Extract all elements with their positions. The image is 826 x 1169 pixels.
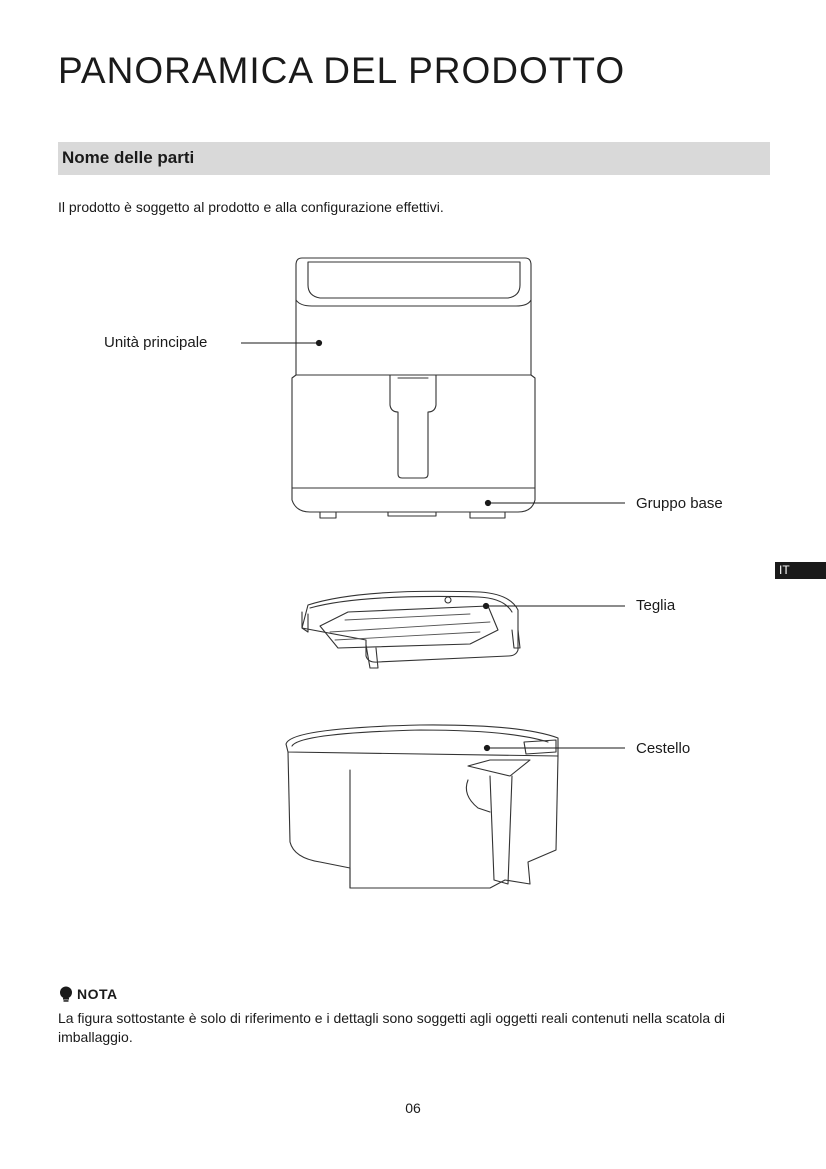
label-base: Gruppo base xyxy=(636,495,723,512)
label-basket: Cestello xyxy=(636,740,691,757)
page-title: PANORAMICA DEL PRODOTTO xyxy=(58,50,626,91)
section-title: Nome delle parti xyxy=(62,148,195,167)
language-tab: IT xyxy=(775,562,826,579)
main-unit-drawing xyxy=(292,258,535,518)
label-tray: Teglia xyxy=(636,597,676,614)
tray-drawing xyxy=(302,591,520,668)
note-title: NOTA xyxy=(77,986,118,1002)
lightbulb-icon xyxy=(58,986,74,1002)
basket-drawing xyxy=(286,725,558,888)
label-main-unit: Unità principale xyxy=(104,334,208,351)
note-text: La figura sottostante è solo di riferimento e i dettagli sono soggetti agli oggetti reali contenuti nella scatola di imballaggio. xyxy=(58,1010,725,1045)
intro-text: Il prodotto è soggetto al prodotto e alla configurazione effettivi. xyxy=(58,199,444,215)
note-header xyxy=(58,986,118,1002)
page-number: 06 xyxy=(405,1100,421,1116)
